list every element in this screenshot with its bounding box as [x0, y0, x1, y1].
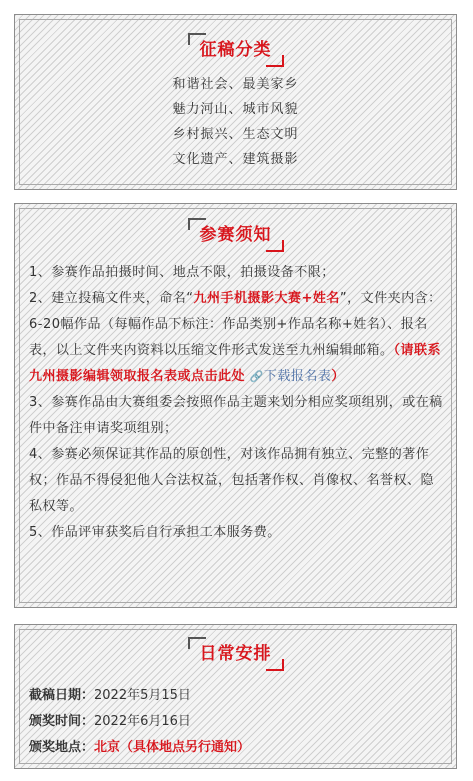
schedule-title: 日常安排 — [199, 644, 272, 664]
categories-card — [14, 14, 457, 190]
title-corner-bottom-right — [266, 659, 284, 671]
notice-item-2-text-b: ”，文件夹内含：6-20幅作品（每幅作品下标注：作品类别+作品名称+姓名）、报名表，以上文件夹内资料以压缩文件形式发送至九州编辑邮箱。 — [29, 291, 442, 358]
schedule-body — [29, 683, 444, 761]
categories-list — [15, 72, 456, 172]
venue-label: 颁奖地点： — [29, 740, 95, 755]
categories-title-box — [194, 37, 278, 63]
title-corner-bottom-right — [266, 55, 284, 67]
category-item: 文化遗产、建筑摄影 — [172, 152, 299, 167]
award-time-value: 2022年6月16日 — [94, 714, 191, 729]
notice-title: 参赛须知 — [199, 225, 272, 245]
award-time-row — [29, 709, 444, 735]
deadline-value: 2022年5月15日 — [94, 688, 191, 703]
category-item: 魅力河山、城市风貌 — [172, 102, 299, 117]
deadline-label: 截稿日期： — [29, 688, 95, 703]
venue-row — [29, 735, 444, 761]
title-corner-top-left — [188, 637, 206, 649]
categories-title: 征稿分类 — [199, 40, 272, 60]
notice-item-1: 1、参赛作品拍摄时间、地点不限，拍摄设备不限； — [29, 265, 335, 280]
registration-hint: （请联系九州摄影编辑领取报名表或点击此处 — [29, 343, 442, 384]
deadline-row — [29, 683, 444, 709]
title-corner-top-left — [188, 33, 206, 45]
notice-card — [14, 203, 457, 608]
download-form-link[interactable]: 下载报名表 — [263, 369, 332, 384]
category-item: 和谐社会、最美家乡 — [172, 77, 299, 92]
notice-item-5: 5、作品评审获奖后自行承担工本服务费。 — [29, 525, 281, 540]
notice-item-4: 4、参赛必须保证其作品的原创性，对该作品拥有独立、完整的著作权；作品不得侵犯他人合法权益，包括著作权、肖像权、名誉权、隐私权等。 — [29, 447, 435, 514]
venue-value: 北京（具体地点另行通知） — [94, 740, 251, 755]
notice-item-2-text-a: 2、建立投稿文件夹，命名“ — [29, 291, 194, 306]
category-item: 乡村振兴、生态文明 — [172, 127, 299, 142]
schedule-title-box — [194, 641, 278, 667]
notice-body — [29, 260, 444, 546]
notice-item-3: 3、参赛作品由大赛组委会按照作品主题来划分相应奖项组别，或在稿件中备注申请奖项组别； — [29, 395, 443, 436]
notice-item-2 — [29, 286, 444, 390]
registration-hint-close: ） — [331, 369, 345, 384]
title-corner-bottom-right — [266, 240, 284, 252]
notice-title-box — [194, 222, 278, 248]
title-corner-top-left — [188, 218, 206, 230]
award-time-label: 颁奖时间： — [29, 714, 95, 729]
link-icon: 🔗 — [249, 370, 264, 383]
schedule-card — [14, 624, 457, 769]
folder-name-highlight: 九州手机摄影大赛+姓名 — [193, 291, 340, 306]
